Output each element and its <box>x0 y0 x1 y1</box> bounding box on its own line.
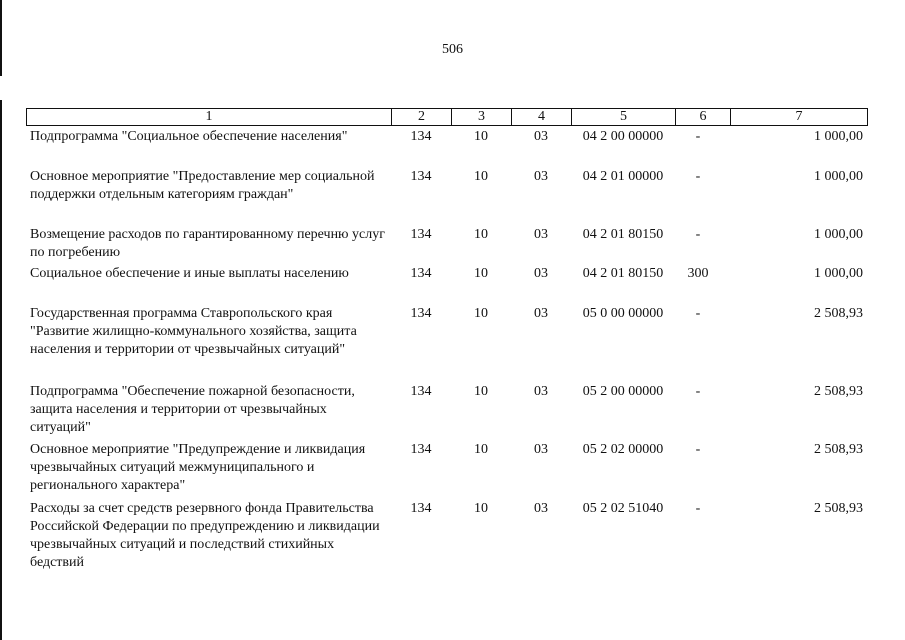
row-target-article: 05 2 02 00000 <box>582 442 664 457</box>
row-expense-type: - <box>695 129 701 144</box>
row-name: Расходы за счет средств резервного фонда Правительства Российской Федерации по предупреждению и ликвидации чрезвычайных ситуаций и последствий стихийных бедствий <box>30 501 380 570</box>
row-ministry-code: 134 <box>410 442 432 457</box>
row-amount: 2 508,93 <box>814 501 863 516</box>
row-target-article: 04 2 01 00000 <box>582 169 664 184</box>
row-section: 10 <box>474 501 488 516</box>
row-ministry-code: 134 <box>410 501 432 516</box>
row-name: Основное мероприятие "Предупреждение и ликвидация чрезвычайных ситуаций межмуниципального и регионального характера" <box>30 442 366 493</box>
row-ministry-code: 134 <box>410 129 432 144</box>
row-subsection: 03 <box>534 306 548 321</box>
page-number: 506 <box>442 42 463 57</box>
row-expense-type: - <box>695 227 701 242</box>
row-section: 10 <box>474 266 488 281</box>
row-target-article: 05 0 00 00000 <box>582 306 664 321</box>
row-name: Социальное обеспечение и иные выплаты населению <box>30 266 349 281</box>
column-header-3: 3 <box>452 109 512 126</box>
row-amount: 2 508,93 <box>814 384 863 399</box>
row-target-article: 05 2 00 00000 <box>582 384 664 399</box>
row-ministry-code: 134 <box>410 169 432 184</box>
row-expense-type: - <box>695 169 701 184</box>
row-amount: 1 000,00 <box>814 266 863 281</box>
row-subsection: 03 <box>534 384 548 399</box>
column-header-4: 4 <box>512 109 572 126</box>
row-expense-type: - <box>695 501 701 516</box>
row-amount: 1 000,00 <box>814 227 863 242</box>
row-expense-type: 300 <box>687 266 709 281</box>
row-name: Основное мероприятие "Предоставление мер социальной поддержки отдельным категориям граждан" <box>30 169 375 202</box>
column-header-7: 7 <box>731 109 868 126</box>
row-ministry-code: 134 <box>410 266 432 281</box>
row-expense-type: - <box>695 384 701 399</box>
row-section: 10 <box>474 129 488 144</box>
row-subsection: 03 <box>534 442 548 457</box>
row-section: 10 <box>474 384 488 399</box>
row-target-article: 04 2 01 80150 <box>582 227 664 242</box>
row-expense-type: - <box>695 442 701 457</box>
row-section: 10 <box>474 169 488 184</box>
row-amount: 2 508,93 <box>814 442 863 457</box>
row-amount: 1 000,00 <box>814 169 863 184</box>
row-section: 10 <box>474 306 488 321</box>
row-amount: 2 508,93 <box>814 306 863 321</box>
left-margin-bar-top <box>0 0 2 76</box>
row-subsection: 03 <box>534 501 548 516</box>
row-section: 10 <box>474 227 488 242</box>
row-name: Подпрограмма "Обеспечение пожарной безопасности, защита населения и территории от чрезвычайных ситуаций" <box>30 384 355 435</box>
column-header-2: 2 <box>392 109 452 126</box>
row-name: Подпрограмма "Социальное обеспечение населения" <box>30 129 348 144</box>
column-header-table <box>26 108 868 126</box>
row-subsection: 03 <box>534 129 548 144</box>
column-header-1: 1 <box>27 109 392 126</box>
column-header-6: 6 <box>676 109 731 126</box>
row-target-article: 04 2 01 80150 <box>582 266 664 281</box>
row-name: Государственная программа Ставропольского края "Развитие жилищно-коммунального хозяйства, защита населения и территории от чрезвычайных ситуаций" <box>30 306 357 357</box>
row-expense-type: - <box>695 306 701 321</box>
column-header-5: 5 <box>572 109 676 126</box>
left-margin-bar-bottom <box>0 100 2 640</box>
column-header-row <box>27 109 868 126</box>
row-amount: 1 000,00 <box>814 129 863 144</box>
row-ministry-code: 134 <box>410 306 432 321</box>
row-ministry-code: 134 <box>410 227 432 242</box>
row-section: 10 <box>474 442 488 457</box>
row-subsection: 03 <box>534 266 548 281</box>
row-name: Возмещение расходов по гарантированному перечню услуг по погребению <box>30 227 385 260</box>
row-ministry-code: 134 <box>410 384 432 399</box>
row-subsection: 03 <box>534 169 548 184</box>
row-target-article: 05 2 02 51040 <box>582 501 664 516</box>
row-subsection: 03 <box>534 227 548 242</box>
row-target-article: 04 2 00 00000 <box>582 129 664 144</box>
